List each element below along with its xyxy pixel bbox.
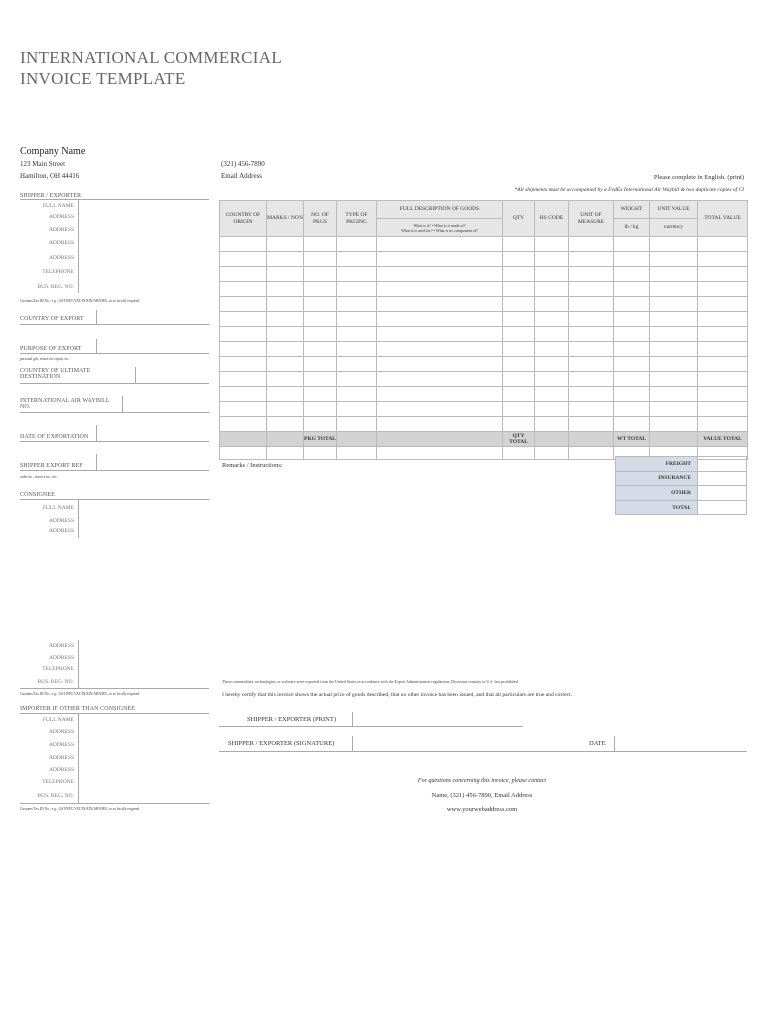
date-input[interactable] [615,736,747,751]
goods-cell[interactable] [267,327,304,342]
consignee-field-input[interactable] [80,502,209,513]
charge-row [616,486,747,501]
totals-cell [569,432,614,447]
goods-cell[interactable] [377,312,503,327]
goods-cell[interactable] [569,327,614,342]
goods-cell[interactable] [698,357,748,372]
goods-cell[interactable] [614,402,650,417]
total-value-cell[interactable] [220,447,267,460]
goods-cell[interactable] [569,402,614,417]
goods-cell[interactable] [614,297,650,312]
goods-cell[interactable] [650,267,698,282]
qty-total-value[interactable] [503,447,535,460]
goods-row [220,357,748,372]
goods-cell[interactable] [503,282,535,297]
goods-cell[interactable] [535,402,569,417]
goods-cell[interactable] [503,297,535,312]
goods-cell[interactable] [698,372,748,387]
goods-cell[interactable] [650,417,698,432]
goods-cell[interactable] [267,357,304,372]
goods-cell[interactable] [503,327,535,342]
goods-row [220,252,748,267]
goods-row [220,327,748,342]
shipper-tax-note: Customs/Tax ID No., e.g., GST/RFC/VAT/IN/EIN/ABN/BN, or as locally required [20,299,140,303]
goods-cell[interactable] [377,282,503,297]
weight-unit: lb / kg [614,219,650,237]
goods-cell[interactable] [569,252,614,267]
remarks-label: Remarks / Instructions: [222,462,283,469]
importer-field-input[interactable] [80,739,209,750]
goods-cell[interactable] [377,267,503,282]
goods-cell[interactable] [698,387,748,402]
consignee-field-label: ADDRESS [48,518,74,524]
goods-cell[interactable] [304,342,337,357]
importer-field-input[interactable] [80,726,209,737]
goods-cell[interactable] [535,342,569,357]
col-total-value: TOTAL VALUE [698,201,748,237]
purpose-of-export-label: PURPOSE OF EXPORT [20,346,82,352]
goods-cell[interactable] [337,267,377,282]
goods-cell[interactable] [220,342,267,357]
country-ultimate-input[interactable] [136,367,209,383]
col-country-of-origin: COUNTRY OF ORIGIN [220,201,267,237]
goods-cell[interactable] [503,237,535,252]
consignee-field-label: TELEPHONE [42,666,74,672]
goods-cell[interactable] [535,237,569,252]
goods-cell[interactable] [220,417,267,432]
goods-cell[interactable] [650,357,698,372]
importer-field-input[interactable] [80,790,209,801]
goods-cell[interactable] [698,297,748,312]
goods-cell[interactable] [267,267,304,282]
country-of-export-label: COUNTRY OF EXPORT [20,316,84,322]
goods-cell[interactable] [569,282,614,297]
goods-cell[interactable] [377,402,503,417]
goods-cell[interactable] [304,357,337,372]
consignee-field-input[interactable] [80,652,209,663]
goods-cell[interactable] [535,327,569,342]
shipper-field-label: ADDRESS [48,255,74,261]
goods-cell[interactable] [337,417,377,432]
goods-cell[interactable] [614,387,650,402]
goods-cell[interactable] [220,312,267,327]
consignee-field-label: ADDRESS [48,528,74,534]
export-statement: These commodities, technologies, or software were exported from the United States in accordance with the Export Administration regulations. Diversion contrary to U.S. law prohibited. [222,679,519,684]
shipment-note: *All shipments must be accompanied by a FedEx International Air Waybill & two duplicate copies of CI [514,187,744,193]
date-of-exportation-input[interactable] [97,425,209,441]
goods-row [220,312,748,327]
goods-cell[interactable] [650,297,698,312]
col-description: FULL DESCRIPTION OF GOODS [377,201,503,219]
charge-label: FREIGHT [616,457,698,472]
goods-cell[interactable] [377,387,503,402]
goods-cell[interactable] [337,297,377,312]
goods-cell[interactable] [304,372,337,387]
goods-cell[interactable] [304,297,337,312]
goods-cell[interactable] [535,417,569,432]
goods-cell[interactable] [220,297,267,312]
goods-cell[interactable] [220,357,267,372]
goods-cell[interactable] [535,282,569,297]
charges-table [615,456,747,515]
goods-cell[interactable] [650,312,698,327]
goods-cell[interactable] [503,312,535,327]
company-phone: (321) 456-7890 [221,160,265,168]
goods-cell[interactable] [304,312,337,327]
ref-note: order no., invoice no., etc. [20,475,58,479]
goods-cell[interactable] [220,402,267,417]
goods-cell[interactable] [304,327,337,342]
goods-cell[interactable] [614,237,650,252]
consignee-field-label: BUS. REG. NO. [37,679,74,685]
contact-web[interactable]: www.yourwebaddress.com [446,806,518,813]
shipper-field-label: ADDRESS [48,240,74,246]
goods-cell[interactable] [304,417,337,432]
goods-cell[interactable] [569,417,614,432]
total-value-cell[interactable] [377,447,503,460]
goods-cell[interactable] [304,282,337,297]
goods-cell[interactable] [220,237,267,252]
goods-cell[interactable] [220,282,267,297]
company-street: 123 Main Street [20,160,66,168]
totals-cell [267,432,304,447]
goods-cell[interactable] [614,282,650,297]
goods-cell[interactable] [304,267,337,282]
pkg-total-label: PKG TOTAL [304,432,337,447]
goods-row [220,372,748,387]
goods-cell[interactable] [267,282,304,297]
charges-body [616,457,747,515]
value-total-label: VALUE TOTAL [698,432,748,447]
goods-cell[interactable] [503,372,535,387]
totals-cell [220,432,267,447]
col-marks: MARKS / NO'S [267,201,304,237]
goods-cell[interactable] [535,372,569,387]
goods-cell[interactable] [503,402,535,417]
consignee-field-input[interactable] [80,663,209,674]
shipper-field-input[interactable] [80,200,209,211]
shipper-field-label: FULL NAME [42,203,74,209]
goods-cell[interactable] [337,252,377,267]
total-value-cell[interactable] [337,447,377,460]
totals-cell [650,432,698,447]
charge-row [616,471,747,486]
goods-cell[interactable] [698,267,748,282]
goods-cell[interactable] [698,327,748,342]
col-unit-value: UNIT VALUE [650,201,698,219]
importer-field-label: FULL NAME [42,717,74,723]
shipper-field-input[interactable] [80,237,209,248]
goods-cell[interactable] [267,372,304,387]
importer-field-label: TELEPHONE [42,779,74,785]
charge-row [616,500,747,515]
goods-cell[interactable] [650,282,698,297]
wt-total-label: WT TOTAL [614,432,650,447]
goods-cell[interactable] [535,312,569,327]
goods-cell[interactable] [377,357,503,372]
shipper-signature-input[interactable] [353,736,568,751]
goods-table [219,200,748,460]
goods-cell[interactable] [569,372,614,387]
goods-row [220,282,748,297]
shipper-export-ref-input[interactable] [97,454,209,470]
goods-cell[interactable] [569,312,614,327]
purpose-note: personal gift, return for repair, etc. [20,357,70,361]
col-hs-code: HS CODE [535,201,569,237]
waybill-input[interactable] [123,396,209,412]
date-of-exportation-label: DATE OF EXPORTATION [20,434,89,440]
goods-cell[interactable] [304,237,337,252]
goods-cell[interactable] [650,237,698,252]
importer-field-input[interactable] [80,776,209,787]
consignee-field-input[interactable] [80,640,209,651]
consignee-tax-note: Customs/Tax ID No., e.g., GST/RFC/VAT/IN/EIN/ABN/BN, or as locally required [20,692,140,696]
goods-cell[interactable] [304,252,337,267]
shipper-signature-label: SHIPPER / EXPORTER (SIGNATURE) [228,740,335,747]
goods-cell[interactable] [267,402,304,417]
charge-value[interactable] [698,471,747,486]
goods-cell[interactable] [569,237,614,252]
goods-cell[interactable] [614,252,650,267]
goods-cell[interactable] [569,267,614,282]
importer-field-input[interactable] [80,764,209,775]
goods-cell[interactable] [614,342,650,357]
goods-cell[interactable] [569,297,614,312]
importer-field-label: ADDRESS [48,729,74,735]
company-city: Hamilton, OH 44416 [20,172,80,180]
contact-question: For questions concerning this invoice, please contact [417,778,547,784]
shipper-field-label: BUS. REG. NO. [37,284,74,290]
goods-cell[interactable] [377,237,503,252]
total-value-cell[interactable] [535,447,569,460]
goods-cell[interactable] [503,417,535,432]
col-weight: WEIGHT [614,201,650,219]
shipper-field-label: ADDRESS [48,214,74,220]
charge-label: INSURANCE [616,471,698,486]
goods-header-row [220,201,748,219]
shipper-print-label: SHIPPER / EXPORTER (PRINT) [247,716,336,723]
goods-cell[interactable] [220,387,267,402]
contact-name: Name, (321) 456-7890, Email Address [431,792,533,799]
shipper-field-input[interactable] [80,281,209,292]
goods-cell[interactable] [503,252,535,267]
totals-cell [337,432,377,447]
goods-body [220,237,748,432]
goods-cell[interactable] [503,267,535,282]
goods-cell[interactable] [698,237,748,252]
importer-field-label: BUS. REG. NO. [37,793,74,799]
goods-cell[interactable] [377,342,503,357]
totals-cell [377,432,503,447]
goods-cell[interactable] [377,327,503,342]
col-unit-of-measure: UNIT OF MEASURE [569,201,614,237]
goods-cell[interactable] [650,327,698,342]
goods-cell[interactable] [377,417,503,432]
goods-cell[interactable] [535,252,569,267]
goods-cell[interactable] [698,342,748,357]
shipper-field-input[interactable] [80,266,209,277]
goods-cell[interactable] [569,342,614,357]
importer-field-input[interactable] [80,714,209,725]
goods-row [220,267,748,282]
goods-cell[interactable] [614,417,650,432]
goods-row [220,402,748,417]
shipper-field-input[interactable] [80,252,209,263]
shipper-field-label: ADDRESS [48,227,74,233]
importer-field-label: ADDRESS [48,767,74,773]
goods-cell[interactable] [220,327,267,342]
goods-cell[interactable] [535,387,569,402]
consignee-heading: CONSIGNEE [20,492,55,498]
totals-cell [535,432,569,447]
col-type-of-pkging: TYPE OF PKGING [337,201,377,237]
goods-cell[interactable] [650,402,698,417]
goods-cell[interactable] [503,387,535,402]
goods-cell[interactable] [337,282,377,297]
goods-cell[interactable] [503,357,535,372]
goods-cell[interactable] [304,387,337,402]
shipper-field-input[interactable] [80,224,209,235]
shipper-print-input[interactable] [353,712,523,726]
goods-row [220,297,748,312]
charge-row [616,457,747,472]
goods-cell[interactable] [267,312,304,327]
company-email: Email Address [221,172,263,180]
col-no-of-pkgs: NO. OF PKGS [304,201,337,237]
goods-cell[interactable] [650,372,698,387]
goods-cell[interactable] [267,417,304,432]
goods-cell[interactable] [650,387,698,402]
col-qty: QTY [503,201,535,237]
goods-cell[interactable] [614,267,650,282]
shipper-export-ref-label: SHIPPER EXPORT REF [20,463,83,469]
goods-cell[interactable] [337,327,377,342]
goods-cell[interactable] [337,342,377,357]
shipper-field-label: TELEPHONE [42,269,74,275]
goods-cell[interactable] [377,372,503,387]
goods-cell[interactable] [614,357,650,372]
goods-cell[interactable] [698,417,748,432]
goods-cell[interactable] [569,387,614,402]
goods-row [220,387,748,402]
purpose-of-export-input[interactable] [97,339,209,353]
shipper-field-input[interactable] [80,211,209,222]
goods-cell[interactable] [535,297,569,312]
certify-statement: I hereby certify that this invoice shows the actual price of goods described, that no other invoice has been issued, and that all particulars are true and correct. [222,692,573,698]
goods-cell[interactable] [337,357,377,372]
goods-cell[interactable] [267,342,304,357]
goods-cell[interactable] [569,357,614,372]
currency-label: currency [650,219,698,237]
goods-cell[interactable] [267,237,304,252]
pkg-total-value[interactable] [304,447,337,460]
goods-cell[interactable] [503,342,535,357]
goods-row [220,237,748,252]
importer-heading: IMPORTER IF OTHER THAN CONSIGNEE [20,706,136,712]
goods-cell[interactable] [267,252,304,267]
goods-cell[interactable] [698,402,748,417]
goods-cell[interactable] [535,267,569,282]
date-label: DATE [589,740,606,747]
goods-cell[interactable] [267,297,304,312]
charge-value[interactable] [698,500,747,515]
importer-tax-note: Customs/Tax ID No., e.g., GST/RFC/VAT/IN/EIN/ABN/BN, or as locally required [20,807,140,811]
goods-cell[interactable] [614,372,650,387]
goods-cell[interactable] [698,282,748,297]
charge-label: OTHER [616,486,698,501]
consignee-field-label: ADDRESS [48,643,74,649]
goods-cell[interactable] [304,402,337,417]
country-of-export-input[interactable] [97,310,209,324]
goods-cell[interactable] [267,387,304,402]
goods-row [220,417,748,432]
goods-cell[interactable] [337,312,377,327]
importer-field-label: ADDRESS [48,742,74,748]
goods-row [220,342,748,357]
goods-cell[interactable] [337,387,377,402]
goods-cell[interactable] [337,372,377,387]
country-ultimate-label: COUNTRY OF ULTIMATE DESTINATION [20,368,91,380]
consignee-field-label: FULL NAME [42,505,74,511]
charge-label: TOTAL [616,500,698,515]
goods-cell[interactable] [220,372,267,387]
goods-cell[interactable] [377,252,503,267]
company-name: Company Name [20,146,86,157]
total-value-cell[interactable] [267,447,304,460]
totals-row [220,432,748,447]
shipper-heading: SHIPPER / EXPORTER [20,193,82,199]
goods-cell[interactable] [220,267,267,282]
goods-cell[interactable] [698,252,748,267]
goods-cell[interactable] [535,357,569,372]
consignee-field-input[interactable] [80,676,209,687]
goods-cell[interactable] [377,297,503,312]
goods-cell[interactable] [220,252,267,267]
goods-cell[interactable] [650,342,698,357]
consignee-field-label: ADDRESS [48,655,74,661]
goods-cell[interactable] [698,312,748,327]
consignee-field-input[interactable] [80,525,209,536]
complete-in-english: Please complete in English. (print) [653,174,744,181]
importer-field-input[interactable] [80,752,209,763]
description-hint: What is it? • What is it made of? What is it used for? • What is its component of? [377,219,503,237]
goods-cell[interactable] [614,327,650,342]
goods-cell[interactable] [337,402,377,417]
importer-field-label: ADDRESS [48,755,74,761]
charge-value[interactable] [698,457,747,472]
qty-total-label: QTY TOTAL [503,432,535,447]
goods-cell[interactable] [337,237,377,252]
goods-cell[interactable] [650,252,698,267]
total-value-cell[interactable] [569,447,614,460]
waybill-label: INTERNATIONAL AIR WAYBILL NO. [20,398,110,410]
page-title: INTERNATIONAL COMMERCIAL INVOICE TEMPLATE [20,48,283,88]
charge-value[interactable] [698,486,747,501]
goods-cell[interactable] [614,312,650,327]
